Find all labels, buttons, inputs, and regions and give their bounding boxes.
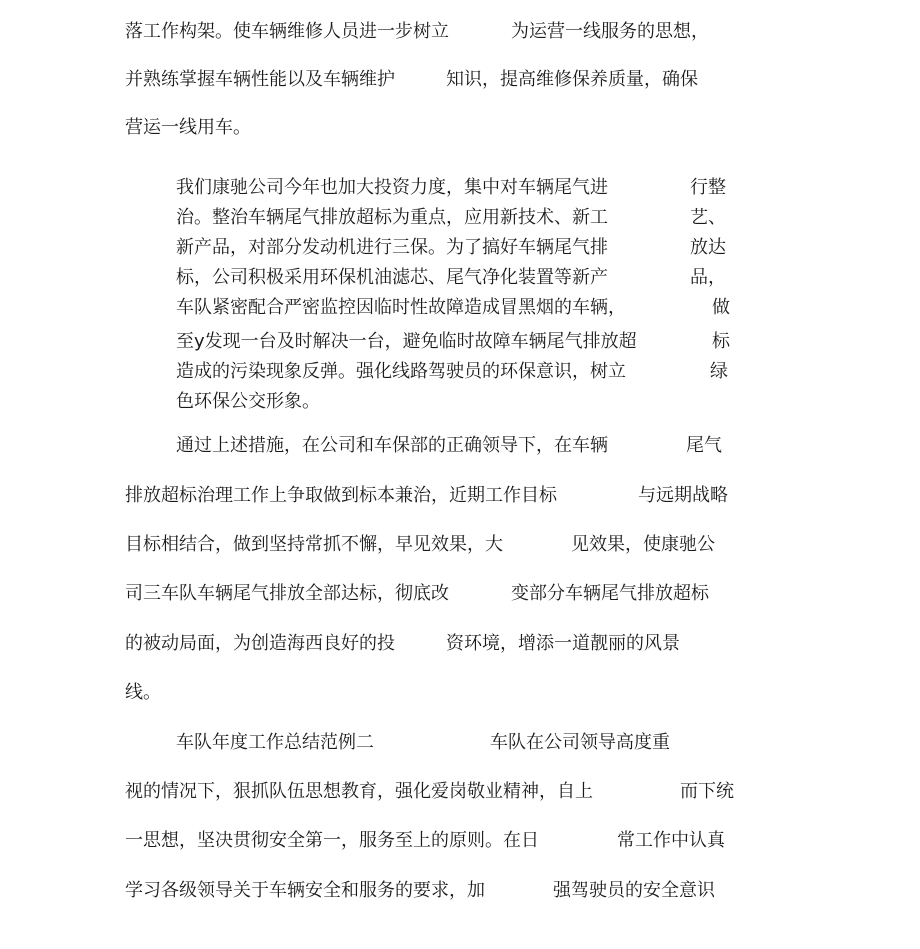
text-segment: 与远期战略 (638, 485, 728, 506)
text-segment: 行整 (690, 177, 726, 198)
text-segment: 一思想，坚决贯彻安全第一，服务至上的原则。在日 (125, 830, 539, 851)
text-segment: 司三车队车辆尾气排放全部达标，彻底改 (125, 583, 449, 604)
text-segment: 品， (690, 267, 726, 288)
text-segment: 为运营一线服务的思想， (511, 21, 709, 42)
text-segment: 我们康驰公司今年也加大投资力度，集中对车辆尾气进 (176, 177, 608, 198)
text-segment: 视的情况下，狠抓队伍思想教育，强化爱岗敬业精神，自上 (125, 781, 593, 802)
text-segment: 学习各级领导关于车辆安全和服务的要求，加 (125, 880, 485, 901)
text-segment: 至y发现一台及时解决一台，避免临时故障车辆尾气排放超 (176, 331, 637, 352)
text-segment: 知识，提高维修保养质量，确保 (446, 69, 698, 90)
text-segment: 通过上述措施，在公司和车保部的正确领导下，在车辆 (176, 435, 608, 456)
text-segment: 车队在公司领导高度重 (490, 732, 670, 753)
text-segment: 营运一线用车。 (125, 117, 251, 138)
text-segment: 艺、 (690, 207, 726, 228)
text-segment: 而下统 (680, 781, 734, 802)
text-line (125, 880, 745, 946)
text-segment: 资环境，增添一道靓丽的风景 (446, 633, 680, 654)
text-segment: 目标相结合，做到坚持常抓不懈，早见效果，大 (125, 534, 503, 555)
text-segment: 放达 (690, 237, 726, 258)
text-line (176, 391, 736, 435)
text-segment: 线。 (125, 682, 161, 703)
text-line (125, 117, 745, 161)
text-line (125, 682, 745, 726)
text-segment: 尾气 (686, 435, 722, 456)
text-segment: 变部分车辆尾气排放超标 (511, 583, 709, 604)
text-segment: 的被动局面，为创造海西良好的投 (125, 633, 395, 654)
text-segment: 落工作构架。使车辆维修人员进一步树立 (125, 21, 449, 42)
text-segment: 新产品，对部分发动机进行三保。为了搞好车辆尾气排 (176, 237, 608, 258)
text-segment: 见效果，使康驰公 (571, 534, 715, 555)
text-segment: 造成的污染现象反弹。强化线路驾驶员的环保意识，树立 (176, 361, 626, 382)
text-segment: 车队紧密配合严密监控因临时性故障造成冒黑烟的车辆， (176, 297, 626, 318)
text-segment: 绿 (710, 361, 728, 382)
text-segment: 强驾驶员的安全意识 (553, 880, 715, 901)
text-segment: 常工作中认真 (617, 830, 725, 851)
text-segment: 标 (712, 331, 730, 352)
text-segment: 排放超标治理工作上争取做到标本兼治，近期工作目标 (125, 485, 557, 506)
text-segment: 治。整治车辆尾气排放超标为重点，应用新技术、新工 (176, 207, 608, 228)
text-segment: 色环保公交形象。 (176, 391, 320, 412)
text-segment: 标，公司积极采用环保机油滤芯、尾气净化装置等新产 (176, 267, 608, 288)
text-segment: 车队年度工作总结范例二 (176, 732, 374, 753)
text-segment: 并熟练掌握车辆性能以及车辆维护 (125, 69, 395, 90)
text-segment: 做 (712, 297, 730, 318)
